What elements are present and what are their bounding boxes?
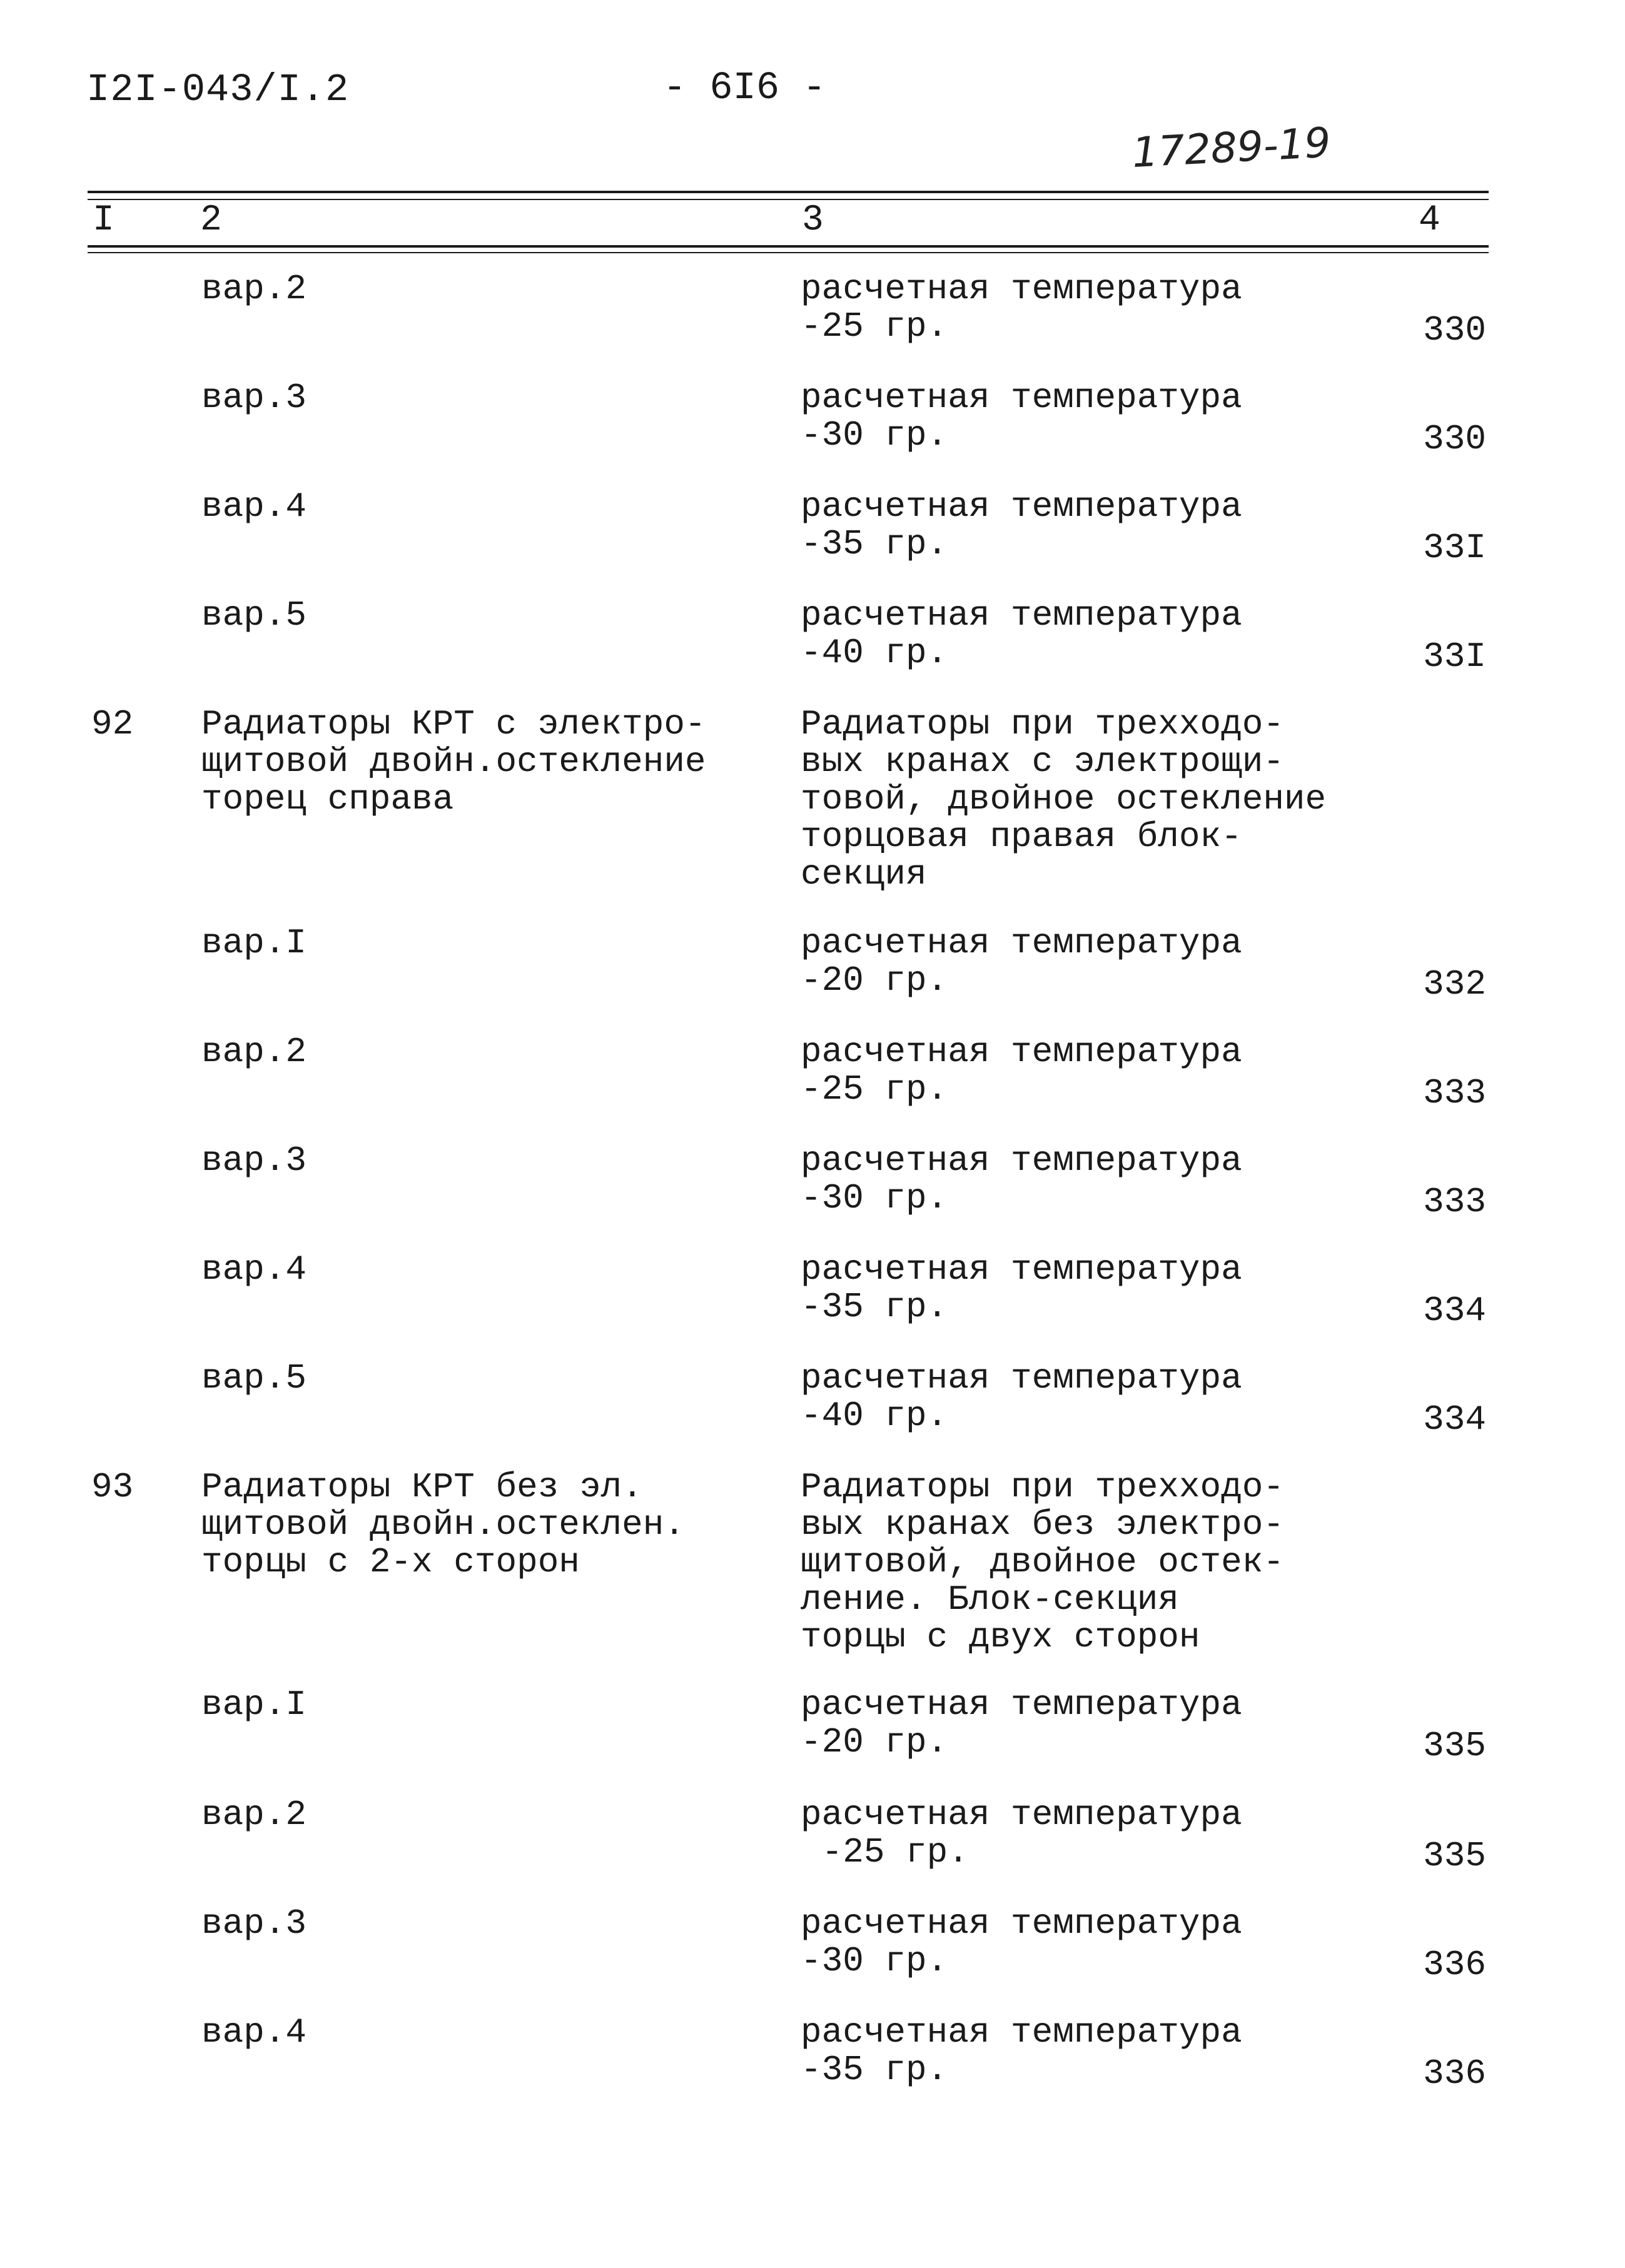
row-description-line: вых кранах без электро-	[801, 1504, 1284, 1545]
row-name-line: вар.2	[201, 1032, 307, 1072]
row-description-line: расчетная температура	[801, 486, 1242, 527]
row-description	[801, 1033, 1242, 1108]
row-name-line: вар.5	[201, 595, 307, 635]
row-page: 33I	[1423, 637, 1486, 677]
row-page: 330	[1423, 310, 1486, 350]
row-name	[201, 924, 306, 962]
row-description-line: расчетная температура	[801, 1141, 1242, 1181]
row-description	[801, 488, 1242, 563]
row-name-line: торцы с 2-х сторон	[201, 1542, 580, 1582]
row-name-line: вар.4	[201, 486, 307, 527]
row-description-line: расчетная температура	[801, 1358, 1242, 1398]
row-description-line: торцовая правая блок-	[801, 817, 1242, 857]
row-number: 93	[91, 1467, 134, 1507]
row-name	[201, 705, 706, 818]
row-name	[201, 270, 306, 308]
row-name	[201, 1359, 306, 1397]
row-description-line: расчетная температура	[801, 269, 1242, 309]
row-name	[201, 1468, 685, 1581]
row-description	[801, 1142, 1242, 1217]
row-description-line: расчетная температура	[801, 1032, 1242, 1072]
row-description-line: ление. Блок-секция	[801, 1580, 1179, 1620]
column-header-3: 3	[802, 200, 824, 241]
row-name	[201, 1686, 306, 1723]
row-name-line: вар.3	[201, 1903, 307, 1943]
row-number: 92	[91, 704, 134, 744]
row-name	[201, 1796, 306, 1833]
row-description	[801, 270, 1242, 345]
row-page: 33I	[1423, 528, 1486, 568]
row-name-line: вар.5	[201, 1358, 307, 1398]
row-description-line: -30 гр.	[801, 415, 948, 455]
row-description	[801, 1796, 1242, 1871]
row-description-line: -25 гр.	[801, 1069, 948, 1109]
column-header-2: 2	[200, 200, 222, 241]
row-description-line: -20 гр.	[801, 960, 948, 1000]
row-name	[201, 1142, 306, 1179]
row-description	[801, 924, 1242, 999]
row-description-line: расчетная температура	[801, 1903, 1242, 1943]
row-name-line: вар.2	[201, 269, 307, 309]
row-page: 334	[1423, 1291, 1486, 1331]
row-description-line: торцы с двух сторон	[801, 1617, 1200, 1657]
row-description-line: щитовой, двойное остек-	[801, 1542, 1284, 1582]
row-description	[801, 1905, 1242, 1980]
row-name-line: Радиаторы КРТ без эл.	[201, 1467, 643, 1507]
header-bottom-rule-thin	[88, 252, 1489, 253]
row-name	[201, 597, 306, 634]
row-page: 336	[1423, 2054, 1486, 2094]
row-name	[201, 488, 306, 525]
column-header-4: 4	[1419, 200, 1440, 241]
row-name-line: щитовой двойн.остекление	[201, 742, 706, 782]
row-description-line: -30 гр.	[801, 1941, 948, 1981]
row-description-line: расчетная температура	[801, 378, 1242, 418]
row-description-line: -35 гр.	[801, 2050, 948, 2090]
page-number: - 6I6 -	[663, 66, 826, 110]
row-description-line: расчетная температура	[801, 1249, 1242, 1289]
row-name-line: вар.4	[201, 1249, 307, 1289]
row-page: 334	[1423, 1399, 1486, 1439]
row-description-line: расчетная температура	[801, 1685, 1242, 1725]
row-description-line: -35 гр.	[801, 524, 948, 564]
column-header-1: I	[93, 200, 114, 241]
row-name	[201, 1251, 306, 1288]
row-description	[801, 1251, 1242, 1326]
row-description-line: -40 гр.	[801, 1396, 948, 1436]
row-name-line: вар.3	[201, 378, 307, 418]
row-page: 333	[1423, 1182, 1486, 1222]
row-description-line: Радиаторы при трехходо-	[801, 1467, 1284, 1507]
row-description-line: Радиаторы при трехходо-	[801, 704, 1284, 744]
row-page: 336	[1423, 1945, 1486, 1985]
row-name-line: торец справа	[201, 779, 454, 819]
row-description-line: товой, двойное остекление	[801, 779, 1327, 819]
row-description	[801, 2013, 1242, 2089]
row-description	[801, 597, 1242, 672]
row-description-line: -20 гр.	[801, 1722, 948, 1762]
row-name-line: вар.4	[201, 2012, 307, 2052]
row-description-line: расчетная температура	[801, 2012, 1242, 2052]
row-name-line: вар.I	[201, 1685, 307, 1725]
row-description-line: расчетная температура	[801, 1795, 1242, 1835]
row-name-line: Радиаторы КРТ с электро-	[201, 704, 706, 744]
row-description	[801, 705, 1326, 893]
row-page: 330	[1423, 419, 1486, 459]
row-description	[801, 1468, 1284, 1656]
row-description	[801, 1686, 1242, 1761]
row-name-line: вар.I	[201, 923, 307, 963]
handwritten-stamp: 17289-19	[1130, 118, 1332, 177]
row-description-line: -40 гр.	[801, 633, 948, 673]
row-description-line: -25 гр.	[801, 1832, 969, 1872]
row-description-line: расчетная температура	[801, 923, 1242, 963]
row-description-line: секция	[801, 854, 927, 894]
row-name-line: вар.2	[201, 1795, 307, 1835]
row-description-line: -35 гр.	[801, 1287, 948, 1327]
row-page: 333	[1423, 1073, 1486, 1113]
row-description-line: вых кранах с электрощи-	[801, 742, 1284, 782]
row-description	[801, 379, 1242, 454]
row-description-line: -25 гр.	[801, 306, 948, 346]
row-page: 335	[1423, 1836, 1486, 1876]
row-name	[201, 379, 306, 416]
row-description	[801, 1359, 1242, 1434]
row-name	[201, 1033, 306, 1071]
row-name	[201, 1905, 306, 1942]
row-name	[201, 2013, 306, 2051]
header-bottom-rule	[88, 245, 1489, 248]
document-code: I2I-043/I.2	[86, 68, 350, 112]
row-page: 335	[1423, 1726, 1486, 1766]
row-name-line: щитовой двойн.остеклен.	[201, 1504, 685, 1545]
row-page: 332	[1423, 964, 1486, 1004]
row-description-line: -30 гр.	[801, 1178, 948, 1218]
table-top-rule	[88, 191, 1489, 193]
row-name-line: вар.3	[201, 1141, 307, 1181]
table-top-rule-thin	[88, 199, 1489, 200]
row-description-line: расчетная температура	[801, 595, 1242, 635]
